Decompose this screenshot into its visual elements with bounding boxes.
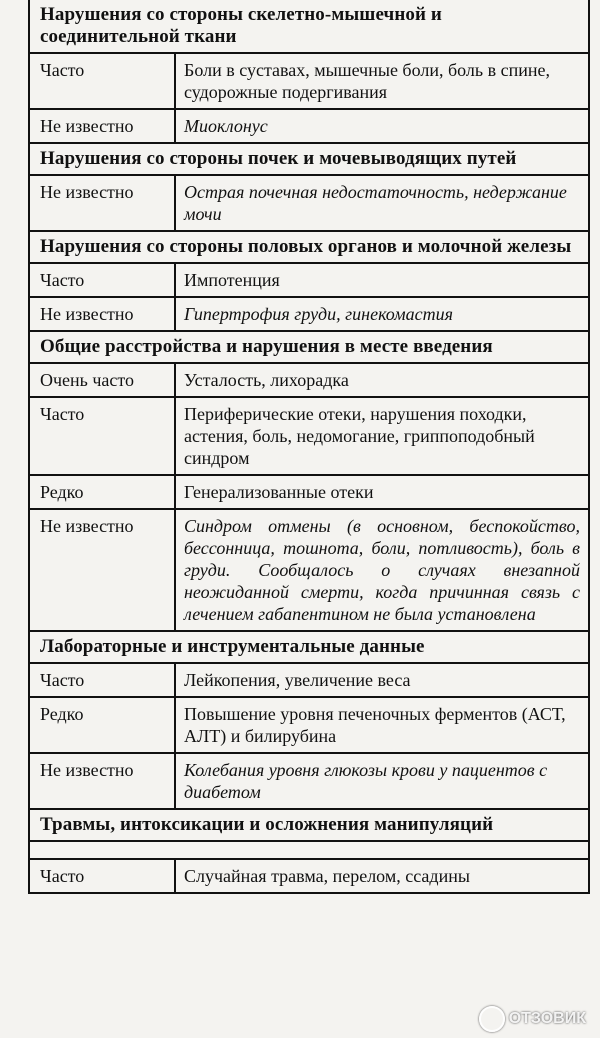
description-cell: Случайная травма, перелом, ссадины <box>184 866 470 886</box>
table-row <box>30 264 588 298</box>
description-cell: Синдром отмены (в основном, беспокойство, бессонница, тошнота, боли, потливость), боль в груди. Сообщалось о случаях внезапной неожиданной смерти, когда причинная связь с лечением габапентином не была установлена <box>184 516 580 624</box>
watermark-logo-icon <box>479 1006 505 1032</box>
watermark <box>479 1006 586 1032</box>
table-row <box>30 698 588 754</box>
frequency-cell: Часто <box>30 54 176 108</box>
table-row <box>30 298 588 332</box>
frequency-cell: Очень часто <box>30 364 176 396</box>
frequency-cell: Не известно <box>30 110 176 142</box>
description-cell: Боли в суставах, мышечные боли, боль в спине, судорожные подергивания <box>184 60 550 102</box>
section-title: Общие расстройства и нарушения в месте введения <box>30 332 588 364</box>
frequency-cell: Не известно <box>30 176 176 230</box>
table-row <box>30 110 588 144</box>
description-cell: Периферические отеки, нарушения походки, астения, боль, недомогание, гриппоподобный синдром <box>184 404 535 468</box>
section-title: Нарушения со стороны почек и мочевыводящих путей <box>30 144 588 176</box>
section-title: Травмы, интоксикации и осложнения манипуляций <box>30 810 588 842</box>
table-row <box>30 54 588 110</box>
table-row <box>30 398 588 476</box>
description-cell: Острая почечная недостаточность, недержание мочи <box>184 182 567 224</box>
frequency-cell: Не известно <box>30 298 176 330</box>
frequency-cell: Не известно <box>30 510 176 630</box>
table-row <box>30 860 588 894</box>
description-cell: Лейкопения, увеличение веса <box>184 670 411 690</box>
side-effects-table <box>28 0 590 894</box>
frequency-cell: Часто <box>30 398 176 474</box>
table-row <box>30 364 588 398</box>
frequency-cell: Часто <box>30 264 176 296</box>
frequency-cell: Часто <box>30 860 176 892</box>
section-title: Нарушения со стороны скелетно-мышечной и соединительной ткани <box>30 0 588 54</box>
table-row <box>30 664 588 698</box>
table-row <box>30 754 588 810</box>
table-row <box>30 510 588 632</box>
description-cell: Повышение уровня печеночных ферментов (АСТ, АЛТ) и билирубина <box>184 704 566 746</box>
description-cell: Колебания уровня глюкозы крови у пациентов с диабетом <box>184 760 548 802</box>
table-row <box>30 476 588 510</box>
frequency-cell: Не известно <box>30 754 176 808</box>
section-title: Лабораторные и инструментальные данные <box>30 632 588 664</box>
frequency-cell: Редко <box>30 698 176 752</box>
table-row <box>30 176 588 232</box>
frequency-cell: Редко <box>30 476 176 508</box>
watermark-text: ОТЗОВИК <box>508 1010 586 1027</box>
description-cell: Генерализованные отеки <box>184 482 374 502</box>
section-gap <box>30 842 588 860</box>
description-cell: Миоклонус <box>184 116 268 136</box>
description-cell: Усталость, лихорадка <box>184 370 349 390</box>
description-cell: Гипертрофия груди, гинекомастия <box>184 304 453 324</box>
description-cell: Импотенция <box>184 270 280 290</box>
section-title: Нарушения со стороны половых органов и молочной железы <box>30 232 588 264</box>
frequency-cell: Часто <box>30 664 176 696</box>
